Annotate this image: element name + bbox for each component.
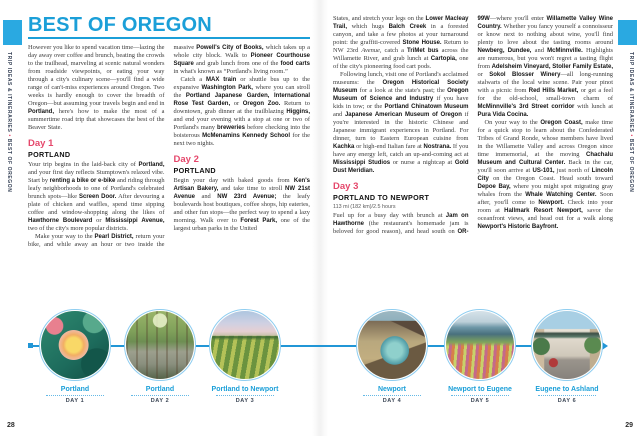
body-text: one of the city's pioneering food cart pods.: [333, 55, 469, 70]
body-text: or: [477, 71, 490, 78]
place-name: Chachalu Museum and Cultural Center.: [477, 152, 613, 166]
timeline-photo-frame: [444, 309, 516, 381]
place-name: US-101,: [532, 168, 555, 174]
body-text: if you're interested in the historic Chinese and Japanese immigrant experiences in Portland. For dinner, turn to Eastern European cuisine from: [333, 111, 469, 142]
place-name: Sokol Blosser Winery: [489, 72, 561, 78]
body-text: Following lunch, visit one of Portland's acclaimed museums: the: [333, 71, 469, 86]
place-name: Oregon Museum of Science and Industry: [333, 88, 469, 102]
place-name: Red Hills Market,: [528, 88, 579, 94]
body-text: Whether you fancy yourself a connoisseur or know next to nothing about wine, you'll find plenty to love about the tasting rooms around: [477, 23, 613, 46]
stop-label: Portland to Newport: [211, 386, 279, 393]
separator-dot: •: [6, 134, 12, 137]
place-name: Pioneer Courthouse Square: [173, 53, 310, 67]
paragraph: [174, 76, 311, 148]
body-text: return your bike, and while away an hour or two inside the massive: [28, 44, 197, 248]
place-name: Portland Chinatown Museum: [384, 104, 469, 110]
body-text: which hugs: [347, 23, 389, 30]
dotted-rule: [451, 395, 509, 396]
place-name: Mississippi Avenue,: [105, 218, 165, 224]
left-page-text-columns: [28, 44, 310, 249]
place-name: Pearl District,: [94, 234, 134, 240]
place-name: Balch Creek: [388, 24, 427, 30]
page-number-left: 28: [7, 422, 15, 429]
section-label: BEST OF OREGON: [628, 138, 634, 193]
stop-label: Newport: [378, 386, 406, 393]
place-name: TriMet bus: [407, 48, 439, 54]
forest-park-creek-photo: [126, 311, 194, 379]
place-name: Cartopia,: [430, 56, 457, 62]
body-text: Catch a: [180, 76, 207, 83]
place-name: Hallmark Resort Newport,: [504, 208, 583, 214]
body-text: two of the city's more popular districts.: [28, 225, 129, 232]
stop-day: DAY 3: [235, 398, 255, 404]
place-name: Depoe Bay,: [477, 184, 511, 190]
place-name: Screen Door.: [78, 194, 117, 200]
body-text: for the next two nights.: [173, 132, 310, 147]
place-name: Hawthorne Boulevard: [28, 218, 93, 224]
body-text: States, and stretch your legs on the: [333, 15, 426, 22]
body-text: in a forested canyon, and take a few photos at your turnaround point: the graffiti-covered: [333, 23, 469, 46]
body-text: —where you'll enter: [489, 15, 547, 22]
paragraph: [174, 177, 311, 233]
chapter-tab-left: [3, 20, 22, 45]
timeline-stop-day4: [342, 309, 442, 404]
place-name: Pura Vida Cocina.: [477, 112, 529, 118]
place-name: Whale Watching Center.: [525, 192, 597, 198]
body-text: and: [531, 47, 548, 54]
timeline-stop-day3: [195, 309, 295, 404]
body-text: Begin your day with baked goods from: [173, 177, 294, 184]
body-text: After devouring a plate of chicken and waffles, spend time sipping coffee and window-shopping along the likes of: [28, 193, 165, 216]
body-text: Make your way to the: [35, 233, 95, 240]
running-header-right: [628, 52, 634, 192]
route-heading: PORTLAND: [173, 166, 216, 175]
body-text: in what's known as “Portland's living room.”: [173, 68, 288, 75]
title-rule: [28, 37, 310, 39]
timeline-stop-day6: [517, 309, 617, 404]
body-text: and: [194, 193, 218, 200]
page-number-right: 29: [625, 422, 633, 429]
page-title: BEST OF OREGON: [28, 14, 212, 36]
body-text: and take time to stroll: [218, 185, 286, 192]
place-name: food carts: [280, 61, 310, 67]
place-name: Newport's Historic Bayfront.: [477, 224, 559, 230]
place-name: OR-99W: [457, 16, 490, 235]
body-text: where you can stroll the: [173, 84, 311, 99]
route-heading: PORTLAND: [28, 150, 71, 159]
body-text: before checking into the boisterous: [173, 124, 310, 139]
timeline-photo-frame: [531, 309, 603, 381]
wildflower-meadow-photo: [446, 311, 514, 379]
rose-garden-photo: [41, 311, 109, 379]
left-page: [28, 15, 310, 249]
body-text: or shuttle bus up to the expansive: [173, 76, 310, 91]
body-text: Highlights are numerous, but you won't regret a tasting flight from: [477, 47, 613, 70]
stop-day: DAY 1: [65, 398, 85, 404]
place-name: Japanese American Museum of Oregon: [344, 112, 462, 118]
stop-label: Portland: [60, 386, 90, 393]
body-text: However you like to spend vacation time—lazing the day away over coffee and brunch, beating the crowds to the trailhead, marveling at scenic natural wonders from roadside viewpoints, or eating your way through a city's culinary scene—you'll find a wide range of can't-miss experiences around Oregon. Two weeks is hardly enough to cover the breadth of Oregon—but assuming your travels begin and end in: [28, 44, 165, 107]
place-name: NW 23rd Avenue;: [217, 194, 277, 200]
place-name: Ken's Artisan Bakery,: [173, 178, 310, 192]
body-text: savor the oceanfront views, and head out for a walk along: [477, 207, 613, 222]
chapter-tab-right: [618, 20, 637, 45]
place-name: Lower Macleay Trail,: [333, 16, 469, 30]
body-text: with lunch at: [574, 103, 613, 110]
stop-label: Eugene to Ashland: [535, 386, 599, 393]
body-text: Avenue,: [361, 47, 382, 54]
body-text: or high-end Italian fare at: [354, 143, 424, 150]
paragraph: [28, 44, 165, 132]
body-text: and your first day reflects Stumptown's relaxed vibe. Start by: [28, 169, 165, 184]
place-name: Willamette Valley Wine Country.: [477, 16, 613, 30]
dotted-rule: [131, 395, 189, 396]
dotted-rule: [363, 395, 421, 396]
willamette-vineyard-photo: [211, 311, 279, 379]
place-name: renting a bike or e-bike: [49, 178, 116, 184]
body-text: Return to NW 23rd: [333, 39, 469, 54]
body-text: one of the largest urban parks in the United: [173, 217, 310, 232]
body-text: just north of: [554, 167, 592, 174]
body-text: if you have kids in tow; or the: [333, 95, 469, 110]
body-text: or get a feel for the old-school, small-town charm of: [477, 87, 613, 102]
place-name: Portland,: [28, 109, 55, 115]
body-text: on the Oregon Coast. Head south toward: [488, 175, 613, 182]
body-text: or nurse a nightcap at: [390, 159, 455, 166]
day-heading: Day 3: [333, 181, 359, 192]
place-name: Newport.: [538, 200, 564, 206]
route-heading: PORTLAND TO NEWPORT: [333, 193, 430, 202]
dotted-rule: [538, 395, 596, 396]
body-text: On your way to the: [484, 119, 541, 126]
stop-label: Newport to Eugene: [448, 386, 512, 393]
place-name: Nostrana.: [423, 144, 452, 150]
stop-day: DAY 6: [557, 398, 577, 404]
coastal-cove-photo: [358, 311, 426, 379]
place-name: Mississippi Studios: [333, 160, 391, 166]
body-text: —all long-running stalwarts of the local wine scene. Pair your pinot with a picnic from: [477, 71, 613, 94]
section-label: BEST OF OREGON: [6, 138, 12, 193]
stop-day: DAY 5: [470, 398, 490, 404]
place-name: Higgins,: [286, 109, 310, 115]
place-name: Forest Park,: [240, 218, 278, 224]
series-label: TRIP IDEAS & ITINERARIES: [6, 52, 12, 133]
place-name: Portland Japanese Garden, International Rose Test Garden,: [173, 93, 310, 107]
ashland-street-photo: [533, 311, 601, 379]
body-text: Back in the car, you'll soon arrive at: [477, 159, 613, 174]
place-name: Jam on Hawthorne: [333, 213, 469, 227]
place-name: Stone House.: [402, 40, 442, 46]
place-name: McMenamins Kennedy School: [202, 133, 291, 139]
place-name: Kachka: [333, 144, 355, 150]
timeline-photo-frame: [209, 309, 281, 381]
place-name: Washington Park,: [201, 85, 253, 91]
day-heading: Day 1: [28, 138, 54, 149]
body-text: and grab lunch from one of the: [193, 60, 281, 67]
right-page: [333, 15, 613, 236]
paragraph: [333, 71, 469, 175]
place-name: breweries: [216, 125, 245, 131]
place-name: Portland,: [138, 162, 165, 168]
place-name: Gold Dust Meridian.: [333, 160, 469, 174]
timeline-stop-day5: [430, 309, 530, 404]
body-text: here's how to make the most of a summertime road trip that showcases the best of the Beaver State.: [28, 108, 165, 131]
place-name: Lincoln City: [477, 168, 613, 182]
body-text: where you might spot migrating gray whales from the: [477, 183, 614, 198]
place-name: Oregon Zoo.: [242, 101, 281, 107]
timeline-photo-frame: [39, 309, 111, 381]
right-page-text-columns: [333, 15, 613, 236]
body-text: Fuel up for a busy day with brunch at: [333, 212, 446, 219]
body-text: Soon after, you'll come to: [477, 191, 613, 206]
body-text: Return to downtown, grab dinner at the trailblazing: [173, 100, 310, 115]
place-name: Oregon Coast,: [540, 120, 583, 126]
paragraph: [28, 161, 165, 233]
running-header-left: [6, 52, 12, 192]
body-text: If you have any energy left, catch an up-and-coming act at: [333, 143, 469, 158]
place-name: Powell's City of Books,: [196, 45, 264, 51]
place-name: MAX train: [206, 77, 237, 83]
dotted-rule: [216, 395, 274, 396]
itinerary-timeline: [0, 300, 640, 418]
body-text: for a look at the state's past; the: [357, 87, 448, 94]
body-text: and riding through leafy neighborhoods to one of Portland's celebrated brunch spots—like: [28, 177, 165, 200]
body-text: and end your evening with a stop at one or two of Portland's many: [173, 116, 310, 131]
paragraph: [478, 119, 614, 231]
body-text: or: [92, 217, 106, 224]
body-text: which takes up a whole city block. Walk to: [173, 44, 311, 59]
place-name: McMinnville.: [547, 48, 583, 54]
timeline-photo-frame: [124, 309, 196, 381]
body-text: Check into your room at: [477, 199, 613, 214]
stop-label: Portland: [145, 386, 175, 393]
body-text: across the Willamette River, and grab lunch at: [333, 47, 469, 62]
body-text: Your trip begins in the laid-back city of: [28, 161, 139, 168]
series-label: TRIP IDEAS & ITINERARIES: [628, 52, 634, 133]
paragraph: [333, 15, 469, 71]
day-heading: Day 2: [173, 154, 199, 165]
body-text: make time for a quick stop to learn about the Confederated Tribes of Grand Ronde, whose members have lived in the Willamette Valley and across Oregon since time immemorial, at the moving: [477, 119, 613, 158]
body-text: or: [230, 100, 243, 107]
distance-note: 113 mi (182 km)/2.5 hours: [333, 204, 396, 210]
body-text: (the restaurant's homemade jam is beloved for good reason), and head south on: [333, 220, 469, 235]
place-name: McMinnville's 3rd Street corridor: [477, 104, 575, 110]
place-name: Oregon Historical Society Museum: [333, 80, 469, 94]
place-name: Newberg, Dundee,: [477, 48, 532, 54]
place-name: Adelsheim Vineyard, Stoller Family Estate,: [491, 64, 613, 70]
timeline-photo-frame: [356, 309, 428, 381]
stop-day: DAY 4: [382, 398, 402, 404]
stop-day: DAY 2: [150, 398, 170, 404]
body-text: and: [333, 111, 345, 118]
body-text: the leafy boulevards host boutiques, coffee shops, hip eateries, and other fun stops—the perfect way to spend a lazy morning. Walk over to: [173, 193, 310, 224]
place-name: NW 21st Avenue: [173, 186, 311, 200]
dotted-rule: [46, 395, 104, 396]
body-text: catch a: [381, 47, 408, 54]
separator-dot: •: [628, 134, 634, 137]
